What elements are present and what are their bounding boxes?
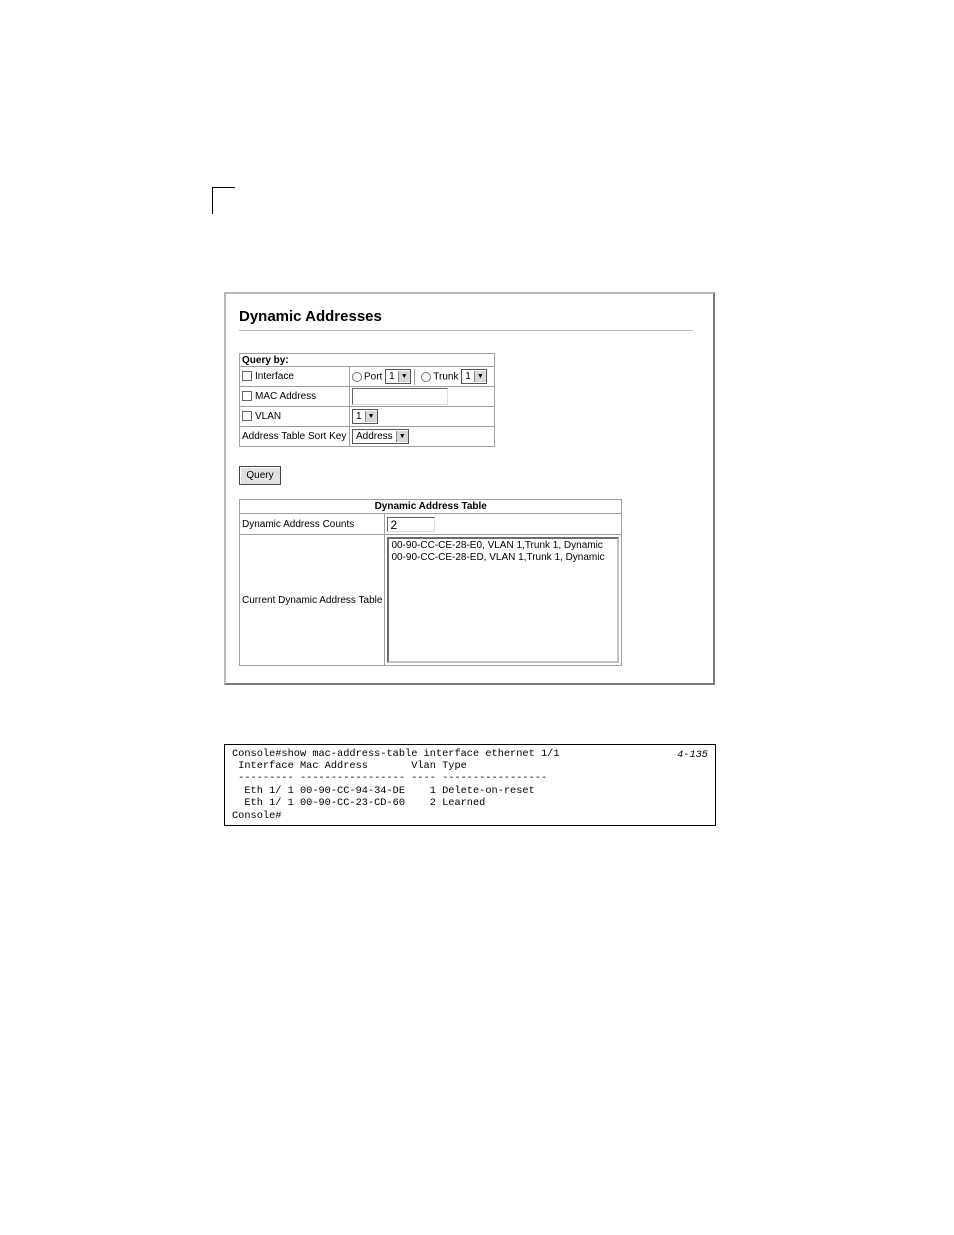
interface-label: Interface bbox=[255, 371, 294, 382]
console-line: Interface Mac Address Vlan Type bbox=[232, 760, 467, 772]
trunk-select[interactable]: 1 ▼ bbox=[461, 369, 487, 384]
query-button[interactable]: Query bbox=[239, 466, 281, 485]
mac-address-checkbox[interactable] bbox=[242, 391, 252, 401]
sort-key-select[interactable]: Address ▼ bbox=[352, 429, 409, 444]
corner-crop-mark bbox=[212, 187, 235, 214]
query-table bbox=[239, 353, 495, 447]
dynamic-table-header: Dynamic Address Table bbox=[240, 500, 622, 514]
list-item[interactable]: 00-90-CC-CE-28-ED, VLAN 1,Trunk 1, Dynamic bbox=[391, 552, 605, 563]
chevron-down-icon: ▼ bbox=[398, 371, 410, 382]
title-divider bbox=[239, 330, 693, 331]
page-title: Dynamic Addresses bbox=[239, 308, 382, 325]
port-select[interactable]: 1 ▼ bbox=[385, 369, 411, 384]
trunk-radio[interactable] bbox=[421, 372, 431, 382]
list-item[interactable]: 00-90-CC-CE-28-E0, VLAN 1,Trunk 1, Dynamic bbox=[391, 540, 603, 551]
sort-key-label: Address Table Sort Key bbox=[240, 427, 350, 447]
web-interface-screenshot bbox=[224, 292, 715, 685]
port-label: Port bbox=[364, 371, 383, 383]
chevron-down-icon: ▼ bbox=[365, 411, 377, 422]
vlan-checkbox[interactable] bbox=[242, 411, 252, 421]
vlan-select[interactable]: 1 ▼ bbox=[352, 409, 378, 424]
chevron-down-icon: ▼ bbox=[396, 431, 408, 442]
console-output bbox=[224, 744, 716, 826]
console-line: Eth 1/ 1 00-90-CC-94-34-DE 1 Delete-on-reset bbox=[232, 785, 535, 797]
mac-address-input[interactable] bbox=[352, 388, 448, 405]
console-line: --------- ----------------- ---- ----------------- bbox=[232, 772, 548, 784]
trunk-label: Trunk bbox=[433, 371, 459, 383]
chevron-down-icon: ▼ bbox=[474, 371, 486, 382]
page-reference: 4-135 bbox=[677, 749, 708, 761]
query-header: Query by: bbox=[240, 354, 495, 367]
current-address-listbox[interactable] bbox=[387, 537, 619, 663]
console-line: Console#show mac-address-table interface ethernet 1/1 bbox=[232, 748, 560, 760]
port-radio[interactable] bbox=[352, 372, 362, 382]
current-table-label: Current Dynamic Address Table bbox=[240, 535, 385, 666]
address-count-label: Dynamic Address Counts bbox=[240, 514, 385, 535]
dynamic-address-table bbox=[239, 499, 622, 666]
console-line: Console# bbox=[232, 810, 282, 822]
interface-checkbox[interactable] bbox=[242, 371, 252, 381]
mac-address-label: MAC Address bbox=[255, 391, 317, 402]
console-line: Eth 1/ 1 00-90-CC-23-CD-60 2 Learned bbox=[232, 797, 486, 809]
address-count-field[interactable]: 2 bbox=[387, 517, 435, 532]
vlan-label: VLAN bbox=[255, 411, 282, 422]
